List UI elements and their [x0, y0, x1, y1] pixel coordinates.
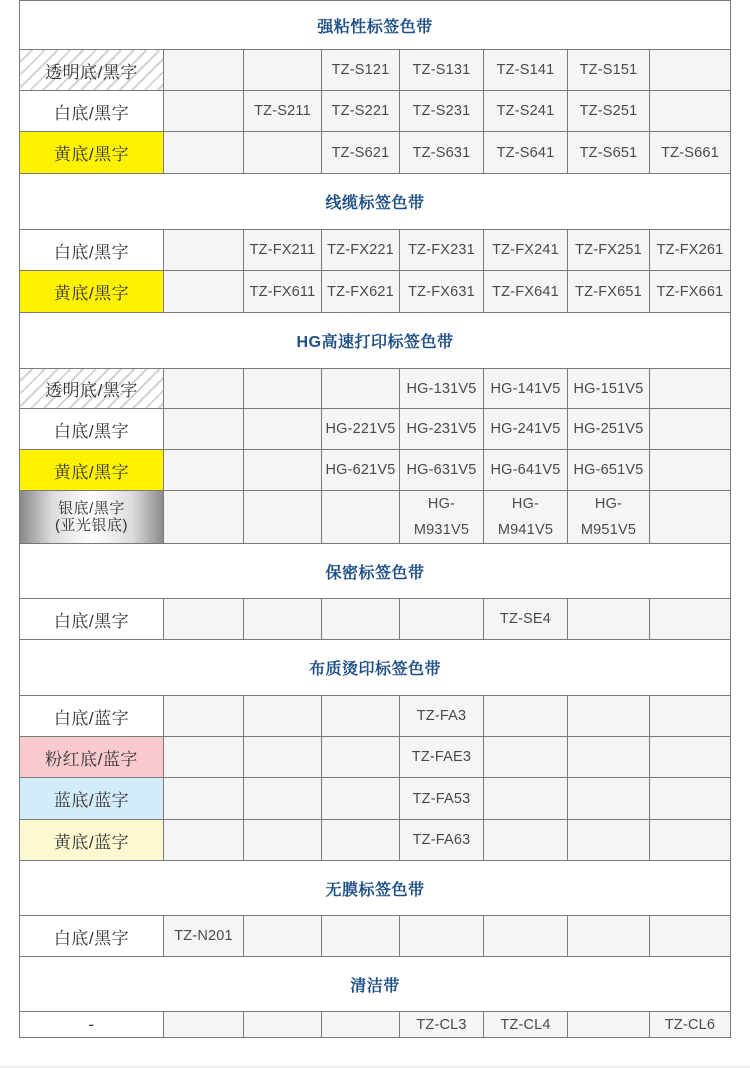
empty-cell	[650, 50, 731, 91]
section-header-row	[20, 544, 731, 599]
model-code-cell: TZ-FX231	[400, 230, 484, 271]
empty-cell	[322, 491, 400, 544]
empty-cell	[244, 820, 322, 861]
empty-cell	[650, 91, 731, 132]
empty-cell	[244, 737, 322, 778]
model-code-cell: HG-241V5	[484, 409, 568, 450]
empty-cell	[568, 737, 650, 778]
row-label: 黄底/黑字	[20, 271, 164, 313]
empty-cell	[164, 1012, 244, 1038]
empty-cell	[484, 778, 568, 820]
model-code-cell: TZ-CL6	[650, 1012, 731, 1038]
product-table-container	[19, 0, 730, 1038]
table-row	[20, 737, 731, 778]
row-label: 白底/黑字	[20, 599, 164, 640]
row-label: 白底/黑字	[20, 409, 164, 450]
model-code-cell: TZ-S121	[322, 50, 400, 91]
model-code-cell: TZ-FA63	[400, 820, 484, 861]
row-label: 黄底/黑字	[20, 132, 164, 174]
model-code-cell: TZ-FX651	[568, 271, 650, 313]
empty-cell	[164, 132, 244, 174]
empty-cell	[244, 409, 322, 450]
section-title: 清洁带	[20, 957, 731, 1012]
table-row	[20, 230, 731, 271]
model-code-cell: TZ-FX241	[484, 230, 568, 271]
empty-cell	[322, 737, 400, 778]
model-code-cell: TZ-CL4	[484, 1012, 568, 1038]
empty-cell	[568, 916, 650, 957]
model-code-cell: HG-621V5	[322, 450, 400, 491]
empty-cell	[650, 696, 731, 737]
empty-cell	[322, 916, 400, 957]
model-code-cell: HG-641V5	[484, 450, 568, 491]
row-label: 白底/蓝字	[20, 696, 164, 737]
model-code-cell: TZ-FX631	[400, 271, 484, 313]
model-code-cell: HG- M951V5	[568, 491, 650, 544]
table-row	[20, 696, 731, 737]
empty-cell	[244, 599, 322, 640]
table-row	[20, 778, 731, 820]
row-label: 透明底/黑字	[20, 369, 164, 409]
table-row	[20, 91, 731, 132]
empty-cell	[322, 820, 400, 861]
model-code-cell: TZ-S251	[568, 91, 650, 132]
table-row	[20, 132, 731, 174]
empty-cell	[244, 50, 322, 91]
empty-cell	[244, 916, 322, 957]
model-code-cell: TZ-S221	[322, 91, 400, 132]
empty-cell	[322, 599, 400, 640]
table-row	[20, 599, 731, 640]
model-code-cell: HG-151V5	[568, 369, 650, 409]
row-label: 白底/黑字	[20, 230, 164, 271]
empty-cell	[244, 696, 322, 737]
empty-cell	[484, 696, 568, 737]
empty-cell	[164, 737, 244, 778]
empty-cell	[322, 369, 400, 409]
model-code-cell: TZ-FA53	[400, 778, 484, 820]
empty-cell	[164, 369, 244, 409]
row-label: -	[20, 1012, 164, 1038]
empty-cell	[322, 778, 400, 820]
model-code-cell: TZ-S651	[568, 132, 650, 174]
empty-cell	[164, 450, 244, 491]
model-code-cell: TZ-S621	[322, 132, 400, 174]
model-code-cell: TZ-FX221	[322, 230, 400, 271]
model-code-cell: TZ-S131	[400, 50, 484, 91]
model-code-cell: HG-221V5	[322, 409, 400, 450]
model-code-cell: HG-231V5	[400, 409, 484, 450]
empty-cell	[650, 820, 731, 861]
model-code-cell: TZ-S211	[244, 91, 322, 132]
section-title: 保密标签色带	[20, 544, 731, 599]
model-code-cell: TZ-FX261	[650, 230, 731, 271]
section-title: 强粘性标签色带	[20, 1, 731, 50]
section-header-row	[20, 313, 731, 369]
model-code-cell: HG- M931V5	[400, 491, 484, 544]
model-code-cell: TZ-SE4	[484, 599, 568, 640]
model-code-cell: TZ-S151	[568, 50, 650, 91]
empty-cell	[164, 820, 244, 861]
empty-cell	[164, 778, 244, 820]
empty-cell	[164, 271, 244, 313]
model-code-cell: HG-631V5	[400, 450, 484, 491]
table-row	[20, 491, 731, 544]
empty-cell	[244, 450, 322, 491]
table-row	[20, 369, 731, 409]
row-label: 黄底/黑字	[20, 450, 164, 491]
section-header-row	[20, 957, 731, 1012]
model-code-cell: TZ-FAE3	[400, 737, 484, 778]
section-header-row	[20, 640, 731, 696]
table-row	[20, 820, 731, 861]
section-header-row	[20, 861, 731, 916]
section-title: 布质烫印标签色带	[20, 640, 731, 696]
empty-cell	[650, 409, 731, 450]
empty-cell	[164, 50, 244, 91]
table-row	[20, 50, 731, 91]
model-code-cell: HG-651V5	[568, 450, 650, 491]
model-code-cell: TZ-FX641	[484, 271, 568, 313]
tape-product-table	[19, 0, 731, 1038]
empty-cell	[164, 491, 244, 544]
section-header-row	[20, 1, 731, 50]
model-code-cell: TZ-N201	[164, 916, 244, 957]
model-code-cell: TZ-S641	[484, 132, 568, 174]
empty-cell	[650, 916, 731, 957]
empty-cell	[568, 696, 650, 737]
row-label: 透明底/黑字	[20, 50, 164, 91]
model-code-cell: TZ-FA3	[400, 696, 484, 737]
model-code-cell: TZ-S241	[484, 91, 568, 132]
empty-cell	[650, 450, 731, 491]
section-title: 无膜标签色带	[20, 861, 731, 916]
empty-cell	[244, 132, 322, 174]
row-label-sub: (亚光银底)	[55, 517, 128, 534]
empty-cell	[400, 599, 484, 640]
empty-cell	[244, 1012, 322, 1038]
empty-cell	[244, 369, 322, 409]
row-label: 粉红底/蓝字	[20, 737, 164, 778]
empty-cell	[484, 916, 568, 957]
table-row	[20, 916, 731, 957]
model-code-cell: TZ-FX251	[568, 230, 650, 271]
model-code-cell: TZ-S631	[400, 132, 484, 174]
table-body	[20, 1, 731, 1038]
empty-cell	[650, 737, 731, 778]
model-code-cell: TZ-FX661	[650, 271, 731, 313]
table-row	[20, 450, 731, 491]
section-title: 线缆标签色带	[20, 174, 731, 230]
model-code-cell: TZ-FX211	[244, 230, 322, 271]
row-label: 黄底/蓝字	[20, 820, 164, 861]
row-label: 白底/黑字	[20, 91, 164, 132]
row-label-main: 银底/黑字	[58, 500, 125, 517]
empty-cell	[650, 778, 731, 820]
row-label	[20, 491, 164, 544]
row-label: 白底/黑字	[20, 916, 164, 957]
model-code-cell: TZ-CL3	[400, 1012, 484, 1038]
empty-cell	[568, 778, 650, 820]
empty-cell	[568, 599, 650, 640]
empty-cell	[322, 696, 400, 737]
empty-cell	[164, 91, 244, 132]
empty-cell	[244, 778, 322, 820]
model-code-cell: TZ-S141	[484, 50, 568, 91]
empty-cell	[322, 1012, 400, 1038]
empty-cell	[164, 230, 244, 271]
model-code-cell: HG-251V5	[568, 409, 650, 450]
empty-cell	[164, 409, 244, 450]
model-code-cell: TZ-FX611	[244, 271, 322, 313]
model-code-cell: HG- M941V5	[484, 491, 568, 544]
empty-cell	[164, 599, 244, 640]
table-row	[20, 271, 731, 313]
empty-cell	[650, 599, 731, 640]
model-code-cell: TZ-S661	[650, 132, 731, 174]
empty-cell	[244, 491, 322, 544]
empty-cell	[484, 820, 568, 861]
model-code-cell: HG-131V5	[400, 369, 484, 409]
model-code-cell: HG-141V5	[484, 369, 568, 409]
empty-cell	[400, 916, 484, 957]
model-code-cell: TZ-FX621	[322, 271, 400, 313]
model-code-cell: TZ-S231	[400, 91, 484, 132]
empty-cell	[164, 696, 244, 737]
empty-cell	[484, 737, 568, 778]
empty-cell	[650, 369, 731, 409]
section-title: HG高速打印标签色带	[20, 313, 731, 369]
table-row	[20, 409, 731, 450]
empty-cell	[650, 491, 731, 544]
table-row	[20, 1012, 731, 1038]
empty-cell	[568, 1012, 650, 1038]
empty-cell	[568, 820, 650, 861]
row-label: 蓝底/蓝字	[20, 778, 164, 820]
section-header-row	[20, 174, 731, 230]
